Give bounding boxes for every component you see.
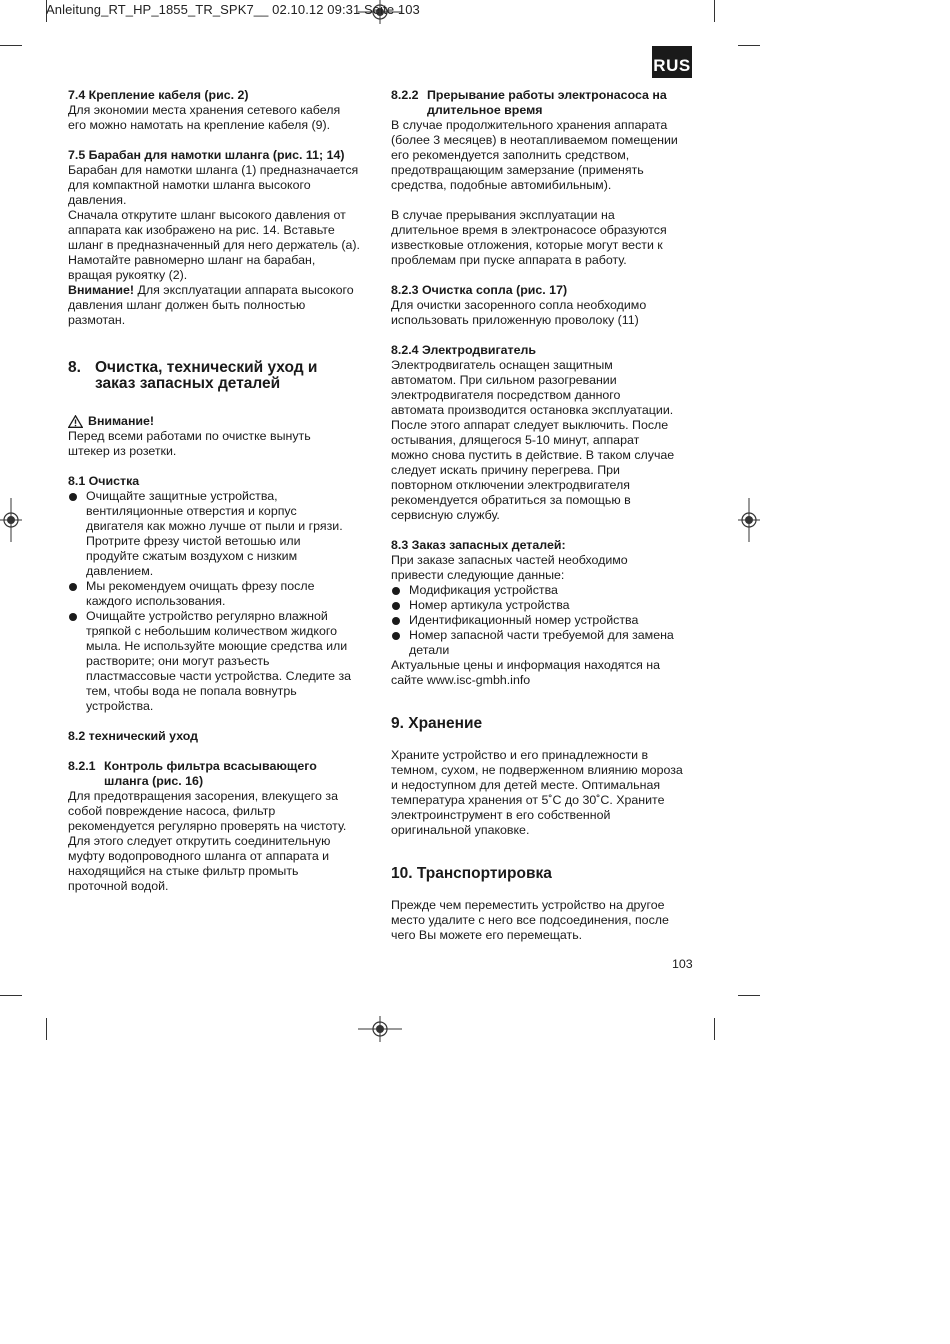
section-10-text: Прежде чем переместить устройство на другое место удалите с него все подсоединения, после чего Вы можете его перемещать. [391,898,669,942]
section-9-text: Храните устройство и его принадлежности в темном, сухом, не подверженном влиянию мороза и недоступном для детей месте. Оптимальная температура хранения от 5˚С до 30˚С. Храните электроинструмент в его собственной оригинальной упаковке. [391,748,683,837]
warning-text: Перед всеми работами по очистке вынуть штекер из розетки. [68,429,311,458]
left-column [68,88,368,894]
section-7-5-text: Барабан для намотки шланга (1) предназначается для компактной намотки шланга высокого давления. Сначала открутите шланг высокого давления от аппарата как изображено на рис. 14. Вставьте шланг в предназначенный для него держатель (а). Намотайте равномерно шланг на барабан, вращая рукоятку (2). [68,163,360,282]
section-8-1-heading: 8.1 Очистка [68,474,140,488]
section-8-2-3-text: Для очистки засоренного сопла необходимо использовать приложенную проволоку (11) [391,298,647,327]
right-column [391,88,696,943]
section-8-2-4-text: Электродвигатель оснащен защитным автоматом. При сильном разогревании электродвигателя посредством данного автомата производится остановка эксплуатации. После этого аппарат следует выключить. После остывания, длящегося 5-10 минут, аппарат можно снова пустить в действие. В таком случае следует искать причину перегрева. При повторном отключении электродвигателя рекомендуется обратиться за помощью в сервисную службу. [391,358,675,522]
crop-mark [738,45,760,46]
page-number: 103 [672,957,693,971]
section-8-2-2-text: В случае продолжительного хранения аппарата (более 3 месяцев) в неотапливаемом помещении его рекомендуется заполнить средством, предотвращающим замерзание (применять средства, подобные автомибильным). [391,118,678,192]
list-item: Мы рекомендуем очищать фрезу после каждого использования. [68,579,368,609]
list-item: Номер запасной части требуемой для замена детали [391,628,696,658]
section-8-3-heading: 8.3 Заказ запасных деталей: [391,538,566,552]
crop-mark [0,45,22,46]
list-item: Номер артикула устройства [391,598,696,613]
cleaning-bullet-list [68,489,368,714]
section-8-2-heading: 8.2 технический уход [68,729,199,743]
crop-mark [46,1018,47,1040]
list-item: Очищайте устройство регулярно влажной тряпкой с небольшим количеством жидкого мыла. Не используйте моющие средства или растворите; они могут разъесть пластмассовые части устройства. Следите за тем, чтобы вода не попала вовнутрь устройства. [68,609,368,714]
crop-mark [714,0,715,22]
section-8-2-2-text-2: В случае прерывания эксплуатации на длительное время в электронасосе образуются известковые отложения, которые могут вести к проблемам при пуске аппарата в работу. [391,208,667,267]
warning-triangle-icon [68,415,83,428]
section-8-2-2-heading: 8.2.2 Прерывание работы электронасоса на длительное время [391,88,667,117]
language-badge: RUS [652,46,692,78]
section-8-3-intro: При заказе запасных частей необходимо привести следующие данные: [391,553,628,582]
section-10-heading: 10. Транспортировка [391,865,552,882]
section-7-4-text: Для экономии места хранения сетевого кабеля его можно намотать на крепление кабеля (9). [68,103,341,132]
section-9-heading: 9. Хранение [391,715,483,732]
spare-parts-bullet-list [391,583,696,658]
crop-mark [0,995,22,996]
crop-mark [738,995,760,996]
file-header-line: Anleitung_RT_HP_1855_TR_SPK7__ 02.10.12 09:31 Seite 103 [46,2,420,17]
crop-mark [714,1018,715,1040]
section-7-5-warning: Внимание! Для эксплуатации аппарата высокого давления шланг должен быть полностью размотан. [68,283,354,327]
warning-heading: Внимание! [68,414,368,429]
list-item: Идентификационный номер устройства [391,613,696,628]
registration-mark-icon [358,1016,402,1042]
registration-mark-icon [0,498,22,542]
section-8-3-outro: Актуальные цены и информация находятся на сайте www.isc-gmbh.info [391,658,661,687]
section-8-2-3-heading: 8.2.3 Очистка сопла (рис. 17) [391,283,568,297]
section-8-heading: 8. Очистка, технический уход и заказ запасных деталей [68,359,318,392]
section-8-2-4-heading: 8.2.4 Электродвигатель [391,343,536,357]
section-8-2-1-heading: 8.2.1 Контроль фильтра всасывающего шланга (рис. 16) [68,759,317,788]
list-item: Модификация устройства [391,583,696,598]
section-8-2-1-text: Для предотвращения засорения, влекущего за собой повреждение насоса, фильтр рекомендуется регулярно проверять на чистоту. Для этого следует открутить соединительную муфту водопроводного шланга от аппарата и находящийся на стыке фильтр промыть проточной водой. [68,789,347,893]
list-item: Очищайте защитные устройства, вентиляционные отверстия и корпус двигателя как можно лучше от пыли и грязи. Протрите фрезу чистой ветошью или продуйте сжатым воздухом с низким давлением. [68,489,368,579]
section-7-4-heading: 7.4 Крепление кабеля (рис. 2) [68,88,249,102]
registration-mark-icon [738,498,760,542]
section-7-5-heading: 7.5 Барабан для намотки шланга (рис. 11; 14) [68,148,345,162]
